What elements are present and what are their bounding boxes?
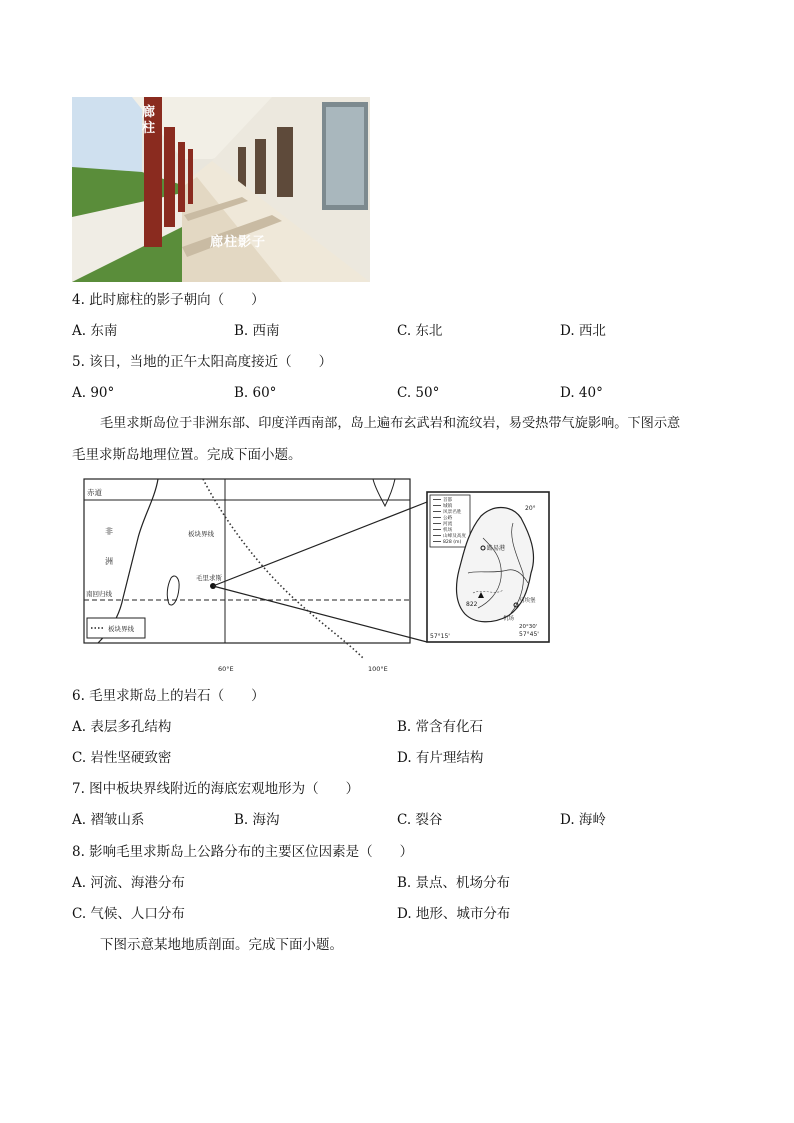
- q6-option-a[interactable]: A. 表层多孔结构: [72, 719, 172, 735]
- label-inset-lat-bottom: 20°30': [519, 624, 538, 630]
- mauritius-location-map: [83, 478, 553, 673]
- q7-option-c[interactable]: C. 裂谷: [397, 812, 443, 828]
- label-inset-lon-left: 57°15': [430, 633, 450, 640]
- q6-stem: 6. 毛里求斯岛上的岩石（ ）: [72, 688, 265, 704]
- q5-stem: 5. 该日，当地的正午太阳高度接近（ ）: [72, 354, 333, 370]
- q8-stem: 8. 影响毛里求斯岛上公路分布的主要区位因素是（ ）: [72, 844, 414, 860]
- q4-stem: 4. 此时廊柱的影子朝向（ ）: [72, 292, 265, 308]
- inset-legend-label: 公路: [443, 516, 453, 521]
- photo-label-pillar: 廊柱: [142, 105, 157, 136]
- q5-option-d[interactable]: D. 40°: [560, 385, 603, 401]
- label-inset-city: 马埃堡: [519, 598, 536, 604]
- q5-option-c[interactable]: C. 50°: [397, 385, 440, 401]
- q8-option-c[interactable]: C. 气候、人口分布: [72, 906, 185, 922]
- label-africa-2: 洲: [105, 557, 113, 566]
- passage1-line2: 毛里求斯岛地理位置。完成下面小题。: [72, 447, 302, 463]
- q8-option-b[interactable]: B. 景点、机场分布: [397, 875, 511, 891]
- q7-option-d[interactable]: D. 海岭: [560, 812, 606, 828]
- photo-label-shadow: 廊柱影子: [210, 235, 267, 250]
- q8-option-a[interactable]: A. 河流、海港分布: [72, 875, 185, 891]
- inset-legend-label: 河流: [443, 522, 453, 527]
- q4-option-a[interactable]: A. 东南: [72, 323, 118, 339]
- inset-legend-label: 828 (m): [443, 540, 462, 545]
- label-africa-1: 非: [105, 527, 113, 536]
- label-inset-elev: 822: [466, 601, 478, 608]
- q4-option-d[interactable]: D. 西北: [560, 323, 606, 339]
- inset-legend-label: 首都: [443, 498, 453, 503]
- q7-option-b[interactable]: B. 海沟: [234, 812, 280, 828]
- label-equator: 赤道: [87, 488, 102, 497]
- label-inset-lat-top: 20°: [525, 505, 536, 512]
- inset-legend-label: 机场: [443, 528, 453, 533]
- label-inset-lon-right: 57°45': [519, 631, 539, 638]
- q8-option-d[interactable]: D. 地形、城市分布: [397, 906, 511, 922]
- q5-option-b[interactable]: B. 60°: [234, 385, 277, 401]
- corridor-illustration: [72, 97, 370, 282]
- q4-option-b[interactable]: B. 西南: [234, 323, 280, 339]
- q6-option-d[interactable]: D. 有片理结构: [397, 750, 484, 766]
- label-plate-boundary: 板块界线: [188, 530, 214, 538]
- label-lon-100: 100°E: [368, 665, 388, 673]
- q6-option-c[interactable]: C. 岩性坚硬致密: [72, 750, 172, 766]
- corridor-photo: [72, 97, 370, 282]
- inset-legend-label: 风景名胜: [443, 510, 462, 515]
- q7-option-a[interactable]: A. 褶皱山系: [72, 812, 145, 828]
- q6-option-b[interactable]: B. 常含有化石: [397, 719, 484, 735]
- label-lon-60: 60°E: [218, 665, 234, 673]
- passage2: 下图示意某地地质剖面。完成下面小题。: [100, 937, 343, 953]
- q7-stem: 7. 图中板块界线附近的海底宏观地形为（ ）: [72, 781, 360, 797]
- label-tropic: 南回归线: [86, 590, 112, 598]
- inset-legend-label: 山峰及高度: [443, 534, 466, 539]
- q4-option-c[interactable]: C. 东北: [397, 323, 443, 339]
- q5-option-a[interactable]: A. 90°: [72, 385, 115, 401]
- label-inset-port: 路易港: [487, 545, 506, 552]
- label-mauritius: 毛里求斯: [196, 574, 222, 582]
- passage1-line1: 毛里求斯岛位于非洲东部、印度洋西南部，岛上遍布玄武岩和流纹岩，易受热带气旋影响。下图示意: [100, 416, 681, 431]
- label-inset-airport: 机场: [503, 616, 515, 622]
- inset-legend-label: 城镇: [443, 504, 453, 509]
- label-legend-plate: 板块界线: [108, 625, 134, 633]
